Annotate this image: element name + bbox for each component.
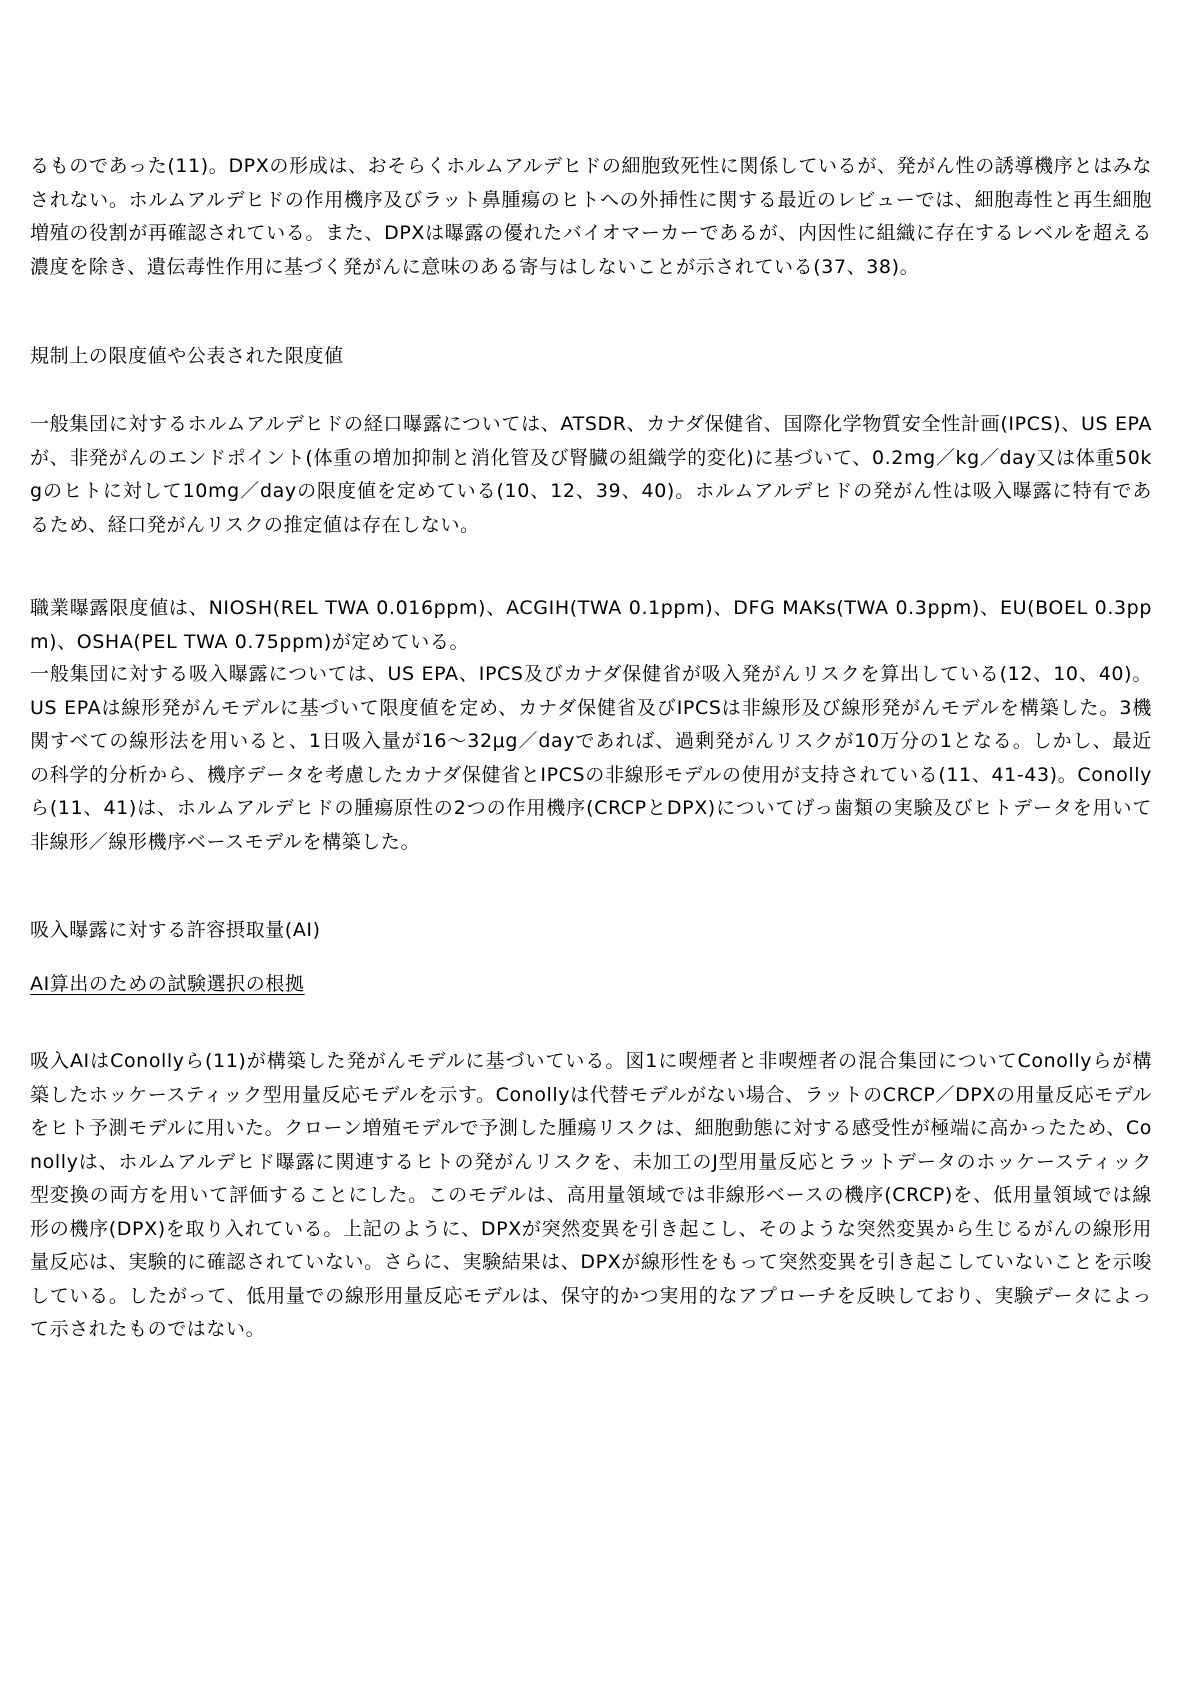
paragraph-inhalation-exposure: 一般集団に対する吸入曝露については、US EPA、IPCS及びカナダ保健省が吸入発がんリスクを算出している(12、10、40)。US EPAは線形発がんモデルに基づいて限度値を定め、カナダ保健省及びIPCSは非線形及び線形発がんモデルを構築した。3機関すべての線形法を用いると、1日吸入量が16～32μg／dayであれば、過剰発がんリスクが10万分の1となる。しかし、最近の科学的分析から、機序データを考慮したカナダ保健省とIPCSの非線形モデルの使用が支持されている(11、41-43)。Conollyら(11、41)は、ホルムアルデヒドの腫瘍原性の2つの作用機序(CRCPとDPX)についてげっ歯類の実験及びヒトデータを用いて非線形／線形機序ベースモデルを構築した。 — [30, 663, 1152, 853]
subheading-study-selection-rationale: AI算出のための試験選択の根拠 — [30, 973, 305, 995]
section-heading-acceptable-intake: 吸入曝露に対する許容摂取量(AI) — [30, 919, 321, 941]
paragraph-occupational-limits: 職業曝露限度値は、NIOSH(REL TWA 0.016ppm)、ACGIH(TWA 0.1ppm)、DFG MAKs(TWA 0.3ppm)、EU(BOEL 0.3ppm)、OSHA(PEL TWA 0.75ppm)が定めている。 — [30, 597, 1152, 653]
section-heading-regulatory-limits: 規制上の限度値や公表された限度値 — [30, 345, 344, 367]
paragraph-oral-exposure: 一般集団に対するホルムアルデヒドの経口曝露については、ATSDR、カナダ保健省、国際化学物質安全性計画(IPCS)、US EPAが、非発がんのエンドポイント(体重の増加抑制と消化管及び腎臓の組織学的変化)に基づいて、0.2mg／kg／day又は体重50kgのヒトに対して10mg／dayの限度値を定めている(10、12、39、40)。ホルムアルデヒドの発がん性は吸入曝露に特有であるため、経口発がんリスクの推定値は存在しない。 — [30, 413, 1152, 536]
paragraph-inhalation-ai-model: 吸入AIはConollyら(11)が構築した発がんモデルに基づいている。図1に喫煙者と非喫煙者の混合集団についてConollyらが構築したホッケースティック型用量反応モデルを示す。Conollyは代替モデルがない場合、ラットのCRCP／DPXの用量反応モデルをヒト予測モデルに用いた。クローン増殖モデルで予測した腫瘍リスクは、細胞動態に対する感受性が極端に高かったため、Conollyは、ホルムアルデヒド曝露に関連するヒトの発がんリスクを、未加工のJ型用量反応とラットデータのホッケースティック型変換の両方を用いて評価することにした。このモデルは、高用量領域では非線形ベースの機序(CRCP)を、低用量領域では線形の機序(DPX)を取り入れている。上記のように、DPXが突然変異を引き起こし、そのような突然変異から生じるがんの線形用量反応は、実験的に確認されていない。さらに、実験結果は、DPXが線形性をもって突然変異を引き起こしていないことを示唆している。したがって、低用量での線形用量反応モデルは、保守的かつ実用的なアプローチを反映しており、実験データによって示されたものではない。 — [30, 1050, 1152, 1340]
paragraph-dpx-mechanism: るものであった(11)。DPXの形成は、おそらくホルムアルデヒドの細胞致死性に関係しているが、発がん性の誘導機序とはみなされない。ホルムアルデヒドの作用機序及びラット鼻腫瘍のヒトへの外挿性に関する最近のレビューでは、細胞毒性と再生細胞増殖の役割が再確認されている。また、DPXは曝露の優れたバイオマーカーであるが、内因性に組織に存在するレベルを超える濃度を除き、遺伝毒性作用に基づく発がんに意味のある寄与はしないことが示されている(37、38)。 — [30, 155, 1152, 278]
